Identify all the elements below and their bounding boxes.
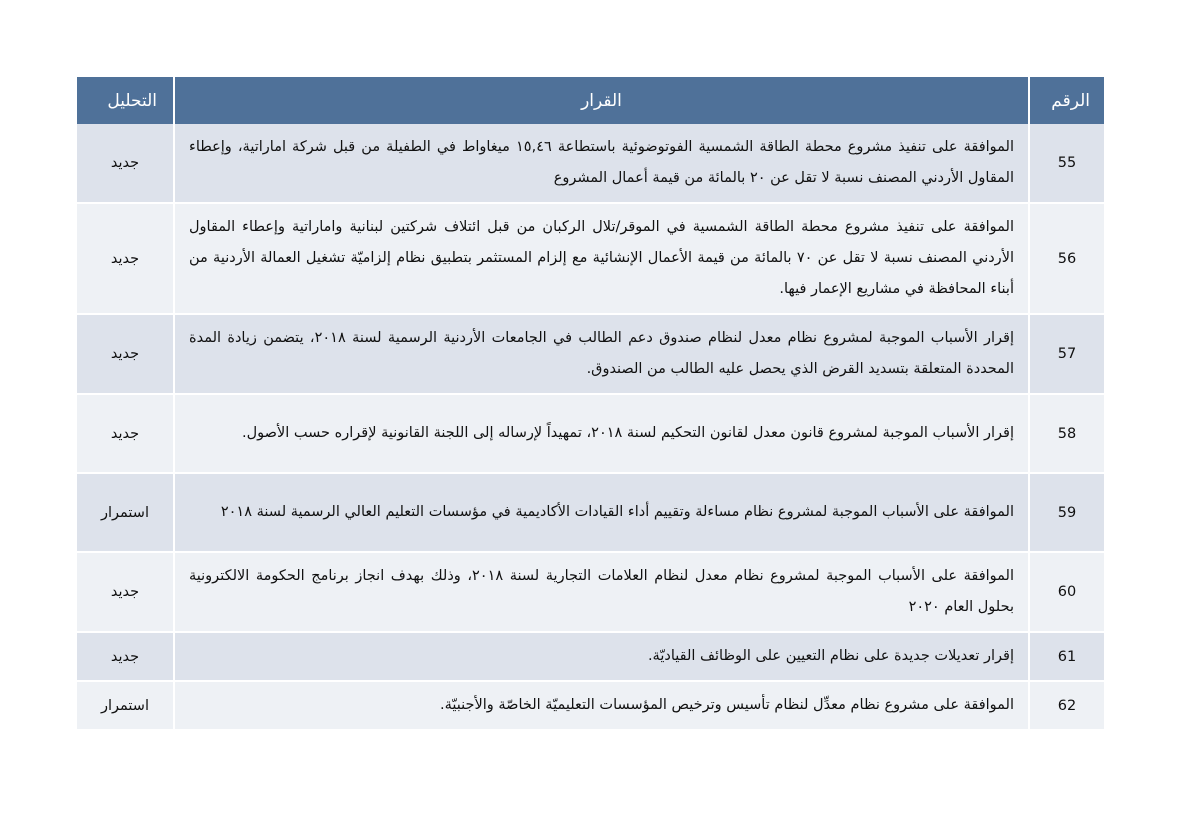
- row-decision: الموافقة على مشروع نظام معدِّل لنظام تأسيس وترخيص المؤسسات التعليميّة الخاصّة والأجنبيّة.: [174, 681, 1029, 730]
- row-analysis: استمرار: [77, 681, 174, 730]
- row-number: 55: [1029, 124, 1104, 203]
- row-number: 60: [1029, 552, 1104, 632]
- table-header: [77, 77, 1104, 124]
- row-number: 61: [1029, 632, 1104, 681]
- decisions-table: [77, 77, 1104, 731]
- table-row: [77, 124, 1104, 203]
- row-analysis: جديد: [77, 394, 174, 473]
- table-row: [77, 473, 1104, 552]
- table-row: [77, 314, 1104, 394]
- row-decision: الموافقة على تنفيذ مشروع محطة الطاقة الشمسية الفوتوضوئية باستطاعة ١٥,٤٦ ميغاواط في الطفيلة من قبل شركة اماراتية، وإعطاء المقاول الأردني المصنف نسبة لا تقل عن ٢٠ بالمائة من قيمة أعمال المشروع: [174, 124, 1029, 203]
- table-row: [77, 394, 1104, 473]
- header-number: الرقم: [1029, 77, 1104, 124]
- row-decision: إقرار الأسباب الموجبة لمشروع قانون معدل لقانون التحكيم لسنة ٢٠١٨، تمهيداً لإرساله إلى اللجنة القانونية لإقراره حسب الأصول.: [174, 394, 1029, 473]
- row-number: 59: [1029, 473, 1104, 552]
- row-decision: الموافقة على الأسباب الموجبة لمشروع نظام معدل لنظام العلامات التجارية لسنة ٢٠١٨، وذلك بهدف انجاز برنامج الحكومة الالكترونية بحلول العام ٢٠٢٠: [174, 552, 1029, 632]
- table-row: [77, 632, 1104, 681]
- row-decision: الموافقة على الأسباب الموجبة لمشروع نظام مساءلة وتقييم أداء القيادات الأكاديمية في مؤسسات التعليم العالي الرسمية لسنة ٢٠١٨: [174, 473, 1029, 552]
- row-analysis: جديد: [77, 203, 174, 314]
- header-analysis: التحليل: [77, 77, 174, 124]
- row-number: 57: [1029, 314, 1104, 394]
- row-decision: إقرار الأسباب الموجبة لمشروع نظام معدل لنظام صندوق دعم الطالب في الجامعات الأردنية الرسمية لسنة ٢٠١٨، يتضمن زيادة المدة المحددة المتعلقة بتسديد القرض الذي يحصل عليه الطالب من الصندوق.: [174, 314, 1029, 394]
- row-analysis: استمرار: [77, 473, 174, 552]
- row-analysis: جديد: [77, 124, 174, 203]
- row-analysis: جديد: [77, 552, 174, 632]
- row-decision: إقرار تعديلات جديدة على نظام التعيين على الوظائف القياديّة.: [174, 632, 1029, 681]
- table-row: [77, 681, 1104, 730]
- row-analysis: جديد: [77, 314, 174, 394]
- row-number: 58: [1029, 394, 1104, 473]
- table-body: [77, 124, 1104, 730]
- row-decision: الموافقة على تنفيذ مشروع محطة الطاقة الشمسية في الموقر/تلال الركبان من قبل ائتلاف شركتين لبنانية واماراتية وإعطاء المقاول الأردني المصنف نسبة لا تقل عن ٧٠ بالمائة من قيمة الأعمال الإنشائية مع إلزام المستثمر بتطبيق نظام إلزاميّة تشغيل العمالة الأردنية من أبناء المحافظة في مشاريع الإعمار فيها.: [174, 203, 1029, 314]
- header-decision: القرار: [174, 77, 1029, 124]
- row-number: 62: [1029, 681, 1104, 730]
- table-row: [77, 552, 1104, 632]
- row-analysis: جديد: [77, 632, 174, 681]
- header-row: [77, 77, 1104, 124]
- row-number: 56: [1029, 203, 1104, 314]
- table-row: [77, 203, 1104, 314]
